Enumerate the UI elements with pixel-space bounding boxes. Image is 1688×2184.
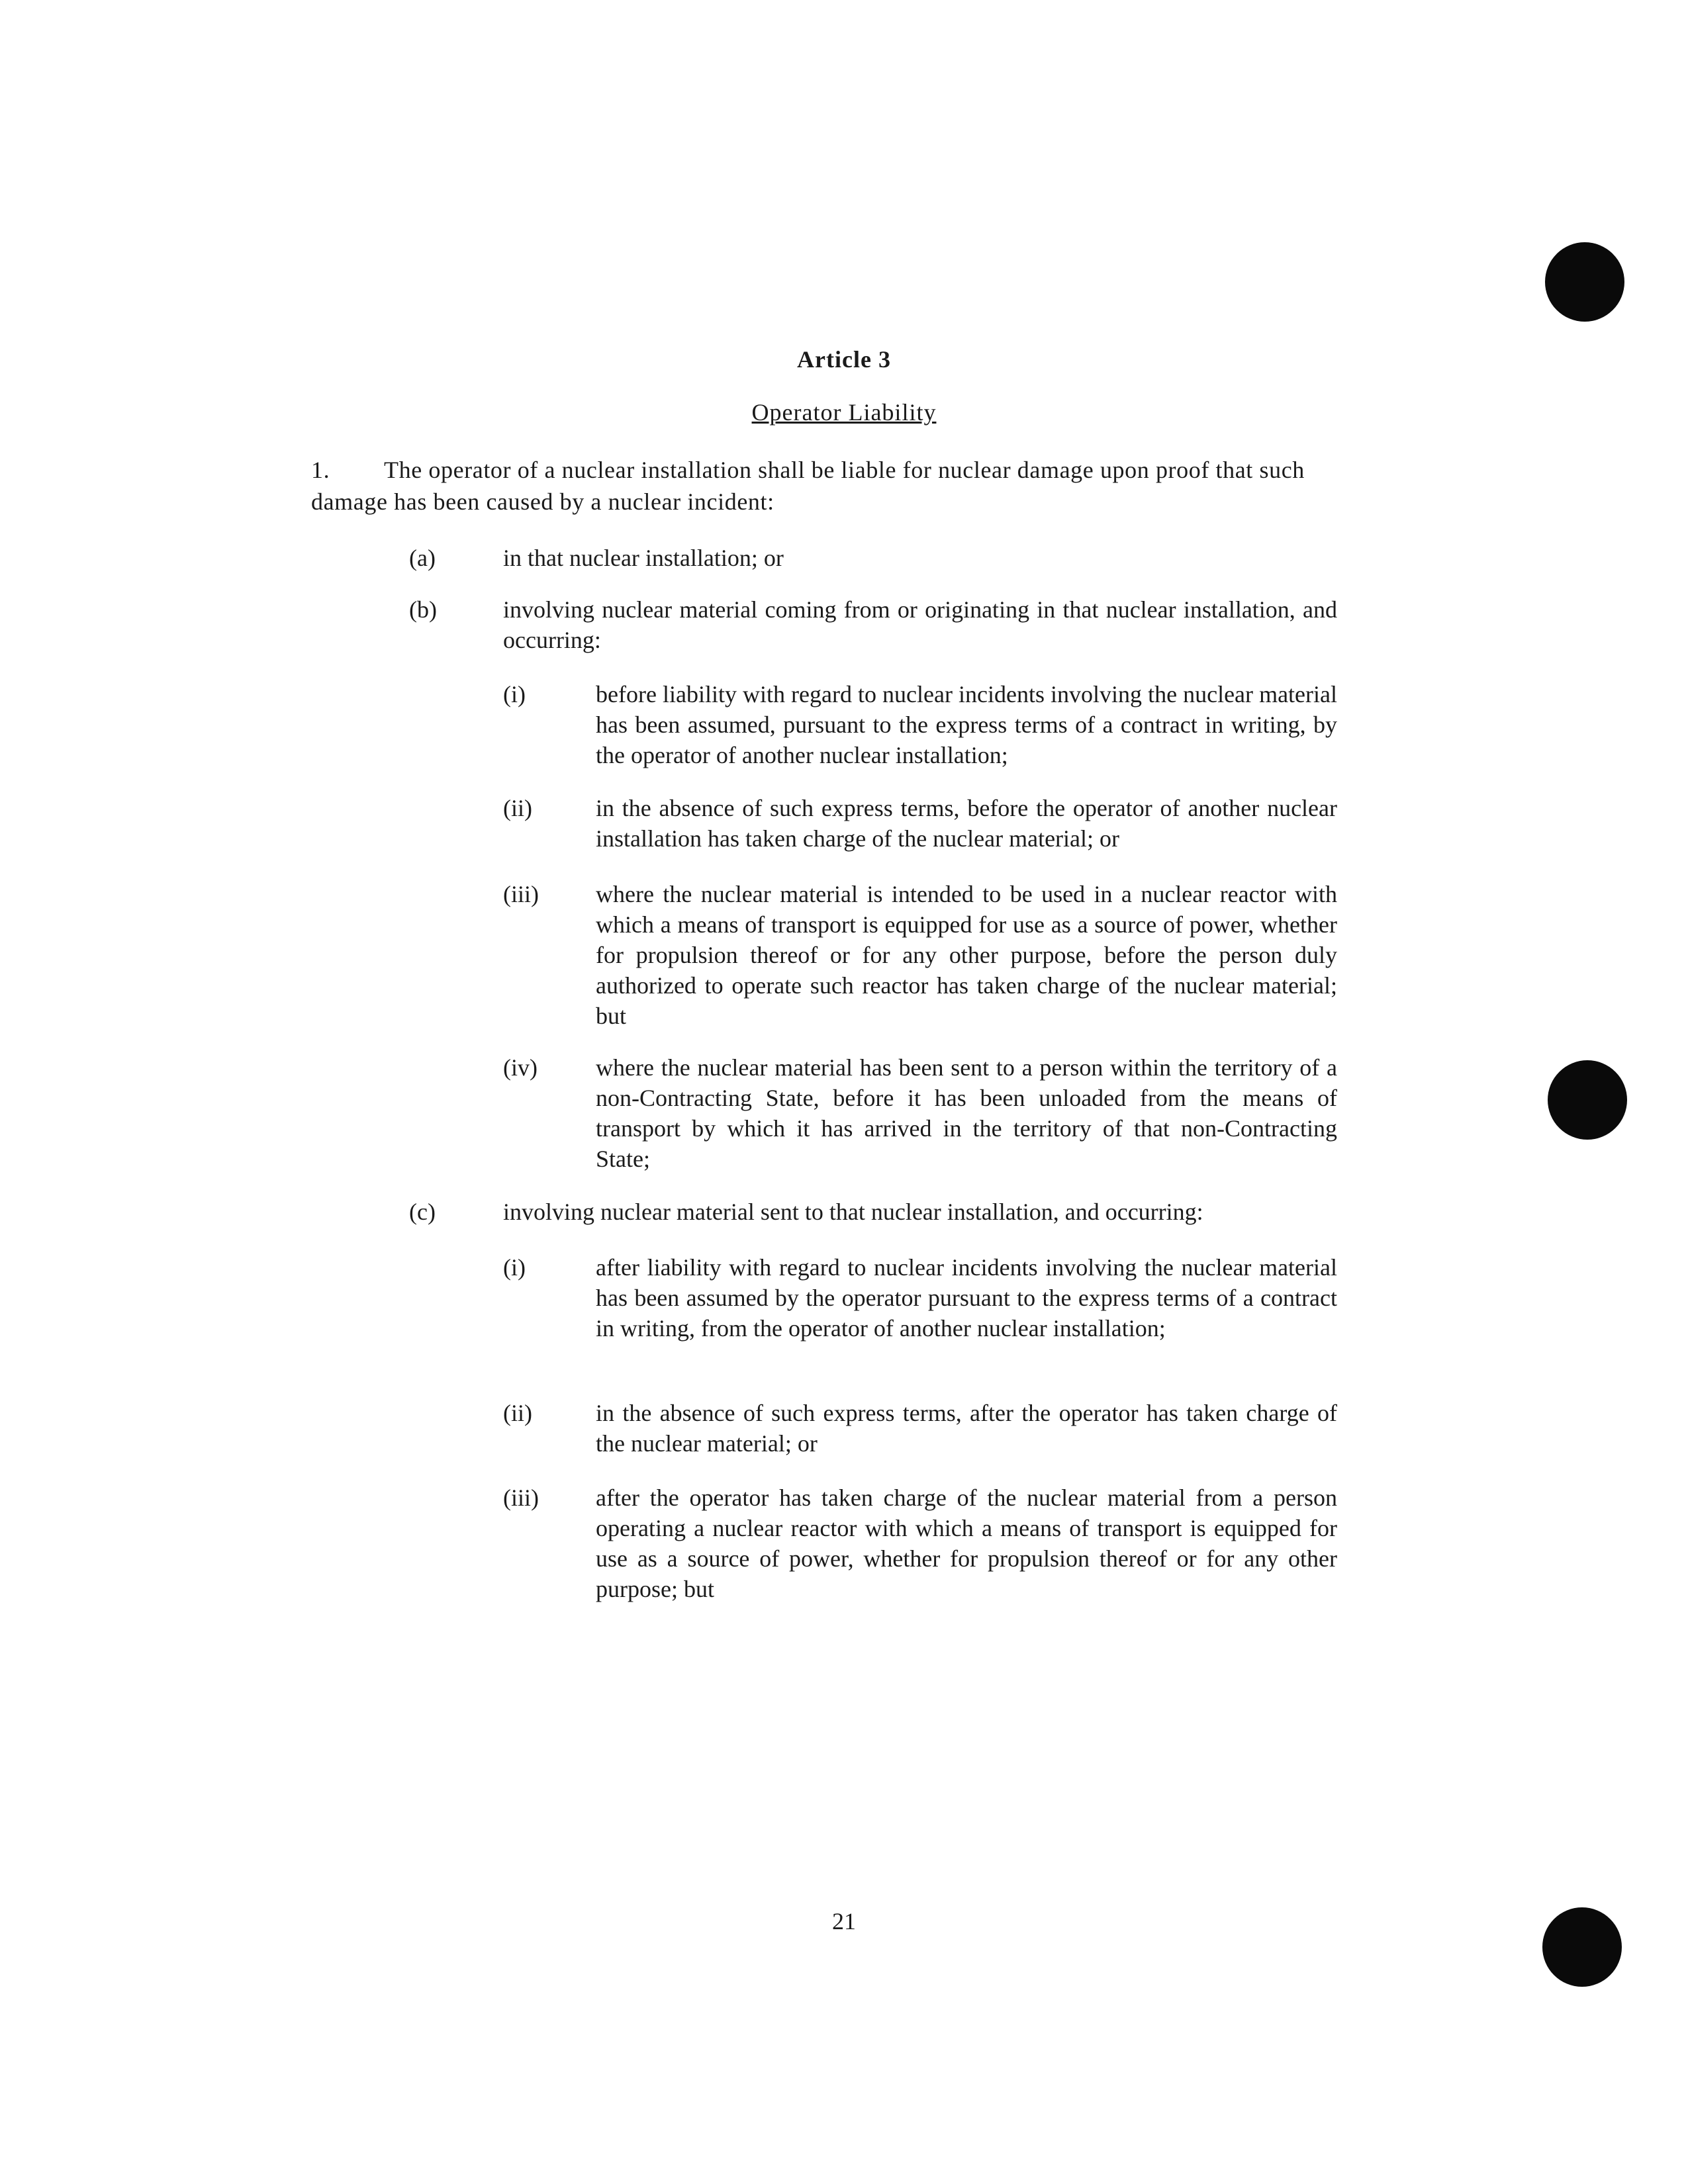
punch-hole-middle [1548,1060,1627,1140]
paragraph-text: The operator of a nuclear installation shall be liable for nuclear damage upon proof that such damage has been caused by a nuclear incident: [311,457,1305,515]
item-c-i-text: after liability with regard to nuclear incidents involving the nuclear material has been assumed by the operator pursuant to the express terms of a contract in writing, from the operator of another nuclear installation; [596,1254,1337,1342]
item-b-label: (b) [409,596,437,623]
article-title: Article 3 [797,346,891,373]
item-b-iv-label: (iv) [503,1054,538,1081]
item-a-label: (a) [409,545,436,571]
item-b-iii-label: (iii) [503,881,539,907]
item-c-label: (c) [409,1199,436,1225]
item-b-text: involving nuclear material coming from or originating in that nuclear installation, and occurring: [503,596,1337,653]
item-c-ii-label: (ii) [503,1400,532,1426]
page-number: 21 [832,1908,856,1934]
paragraph-number: 1. [311,457,330,483]
item-a-text: in that nuclear installation; or [503,545,784,571]
item-b-iv-text: where the nuclear material has been sent to a person within the territory of a non-Contracting State, before it has been unloaded from the means of transport by which it has arrived in the territory of that non-Contracting State; [596,1054,1337,1172]
item-c-ii-text: in the absence of such express terms, after the operator has taken charge of the nuclear material; or [596,1400,1337,1457]
item-b-i-label: (i) [503,681,526,707]
item-c-iii-label: (iii) [503,1484,539,1511]
item-c-iii-text: after the operator has taken charge of the nuclear material from a person operating a nuclear reactor with which a means of transport is equipped for use as a source of power, whether for propulsion thereof or for any other purpose; but [596,1484,1337,1602]
item-b-i-text: before liability with regard to nuclear incidents involving the nuclear material has been assumed, pursuant to the express terms of a contract in writing, by the operator of another nuclear installation; [596,681,1337,768]
item-c-text: involving nuclear material sent to that nuclear installation, and occurring: [503,1199,1203,1225]
item-b-ii-label: (ii) [503,795,532,821]
article-subtitle: Operator Liability [751,399,937,426]
item-b-iii-text: where the nuclear material is intended to be used in a nuclear reactor with which a means of transport is equipped for use as a source of power, whether for propulsion thereof or for any other purpose, before the person duly authorized to operate such reactor has taken charge of the nuclear material; but [596,881,1337,1029]
punch-hole-top [1545,242,1624,322]
item-b-ii-text: in the absence of such express terms, before the operator of another nuclear installation has taken charge of the nuclear material; or [596,795,1337,852]
item-c-i-label: (i) [503,1254,526,1281]
paragraph-1 [311,454,1334,518]
